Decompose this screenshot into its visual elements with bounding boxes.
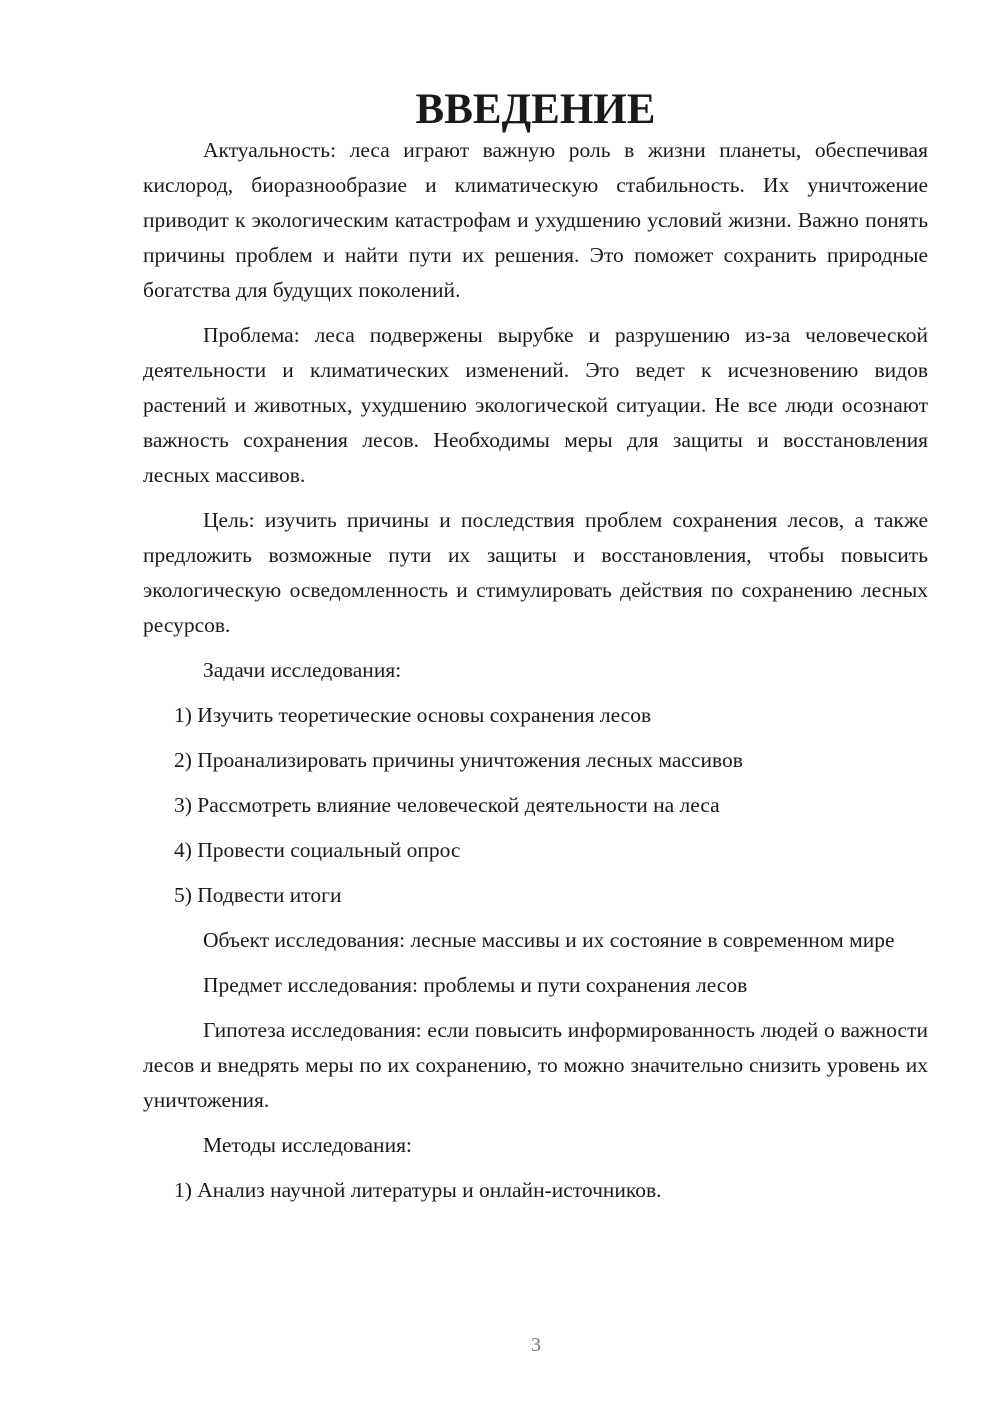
relevance-paragraph: Актуальность: леса играют важную роль в жизни планеты, обеспечивая кислород, биоразнообразие и климатическую стабильность. Их уничтожение приводит к экологическим катастрофам и ухудшению условий жизни. Важно понять причины проблем и найти пути их решения. Это поможет сохранить природные богатства для будущих поколений. bbox=[143, 138, 928, 302]
methods-list bbox=[143, 1173, 928, 1208]
tasks-list bbox=[143, 698, 928, 913]
object-paragraph: Объект исследования: лесные массивы и их состояние в современном мире bbox=[203, 928, 895, 952]
list-item: 1) Анализ научной литературы и онлайн-источников. bbox=[174, 1178, 662, 1202]
page-title: ВВЕДЕНИЕ bbox=[415, 86, 656, 133]
tasks-label: Задачи исследования: bbox=[203, 658, 402, 682]
hypothesis-paragraph: Гипотеза исследования: если повысить информированность людей о важности лесов и внедрять меры по их сохранению, то можно значительно снизить уровень их уничтожения. bbox=[143, 1018, 928, 1112]
document-page bbox=[143, 86, 928, 1218]
list-item: 4) Провести социальный опрос bbox=[174, 838, 461, 862]
page-number: 3 bbox=[531, 1334, 541, 1356]
list-item: 2) Проанализировать причины уничтожения лесных массивов bbox=[174, 748, 743, 772]
list-item: 3) Рассмотреть влияние человеческой деятельности на леса bbox=[174, 793, 720, 817]
list-item: 5) Подвести итоги bbox=[174, 883, 342, 907]
list-item: 1) Изучить теоретические основы сохранения лесов bbox=[174, 703, 652, 727]
subject-paragraph: Предмет исследования: проблемы и пути сохранения лесов bbox=[203, 973, 748, 997]
problem-paragraph: Проблема: леса подвержены вырубке и разрушению из-за человеческой деятельности и климатических изменений. Это ведет к исчезновению видов растений и животных, ухудшению экологической ситуации. Не все люди осознают важность сохранения лесов. Необходимы меры для защиты и восстановления лесных массивов. bbox=[143, 323, 928, 487]
goal-paragraph: Цель: изучить причины и последствия проблем сохранения лесов, а также предложить возможные пути их защиты и восстановления, чтобы повысить экологическую осведомленность и стимулировать действия по сохранению лесных ресурсов. bbox=[143, 508, 928, 637]
methods-label: Методы исследования: bbox=[203, 1133, 412, 1157]
